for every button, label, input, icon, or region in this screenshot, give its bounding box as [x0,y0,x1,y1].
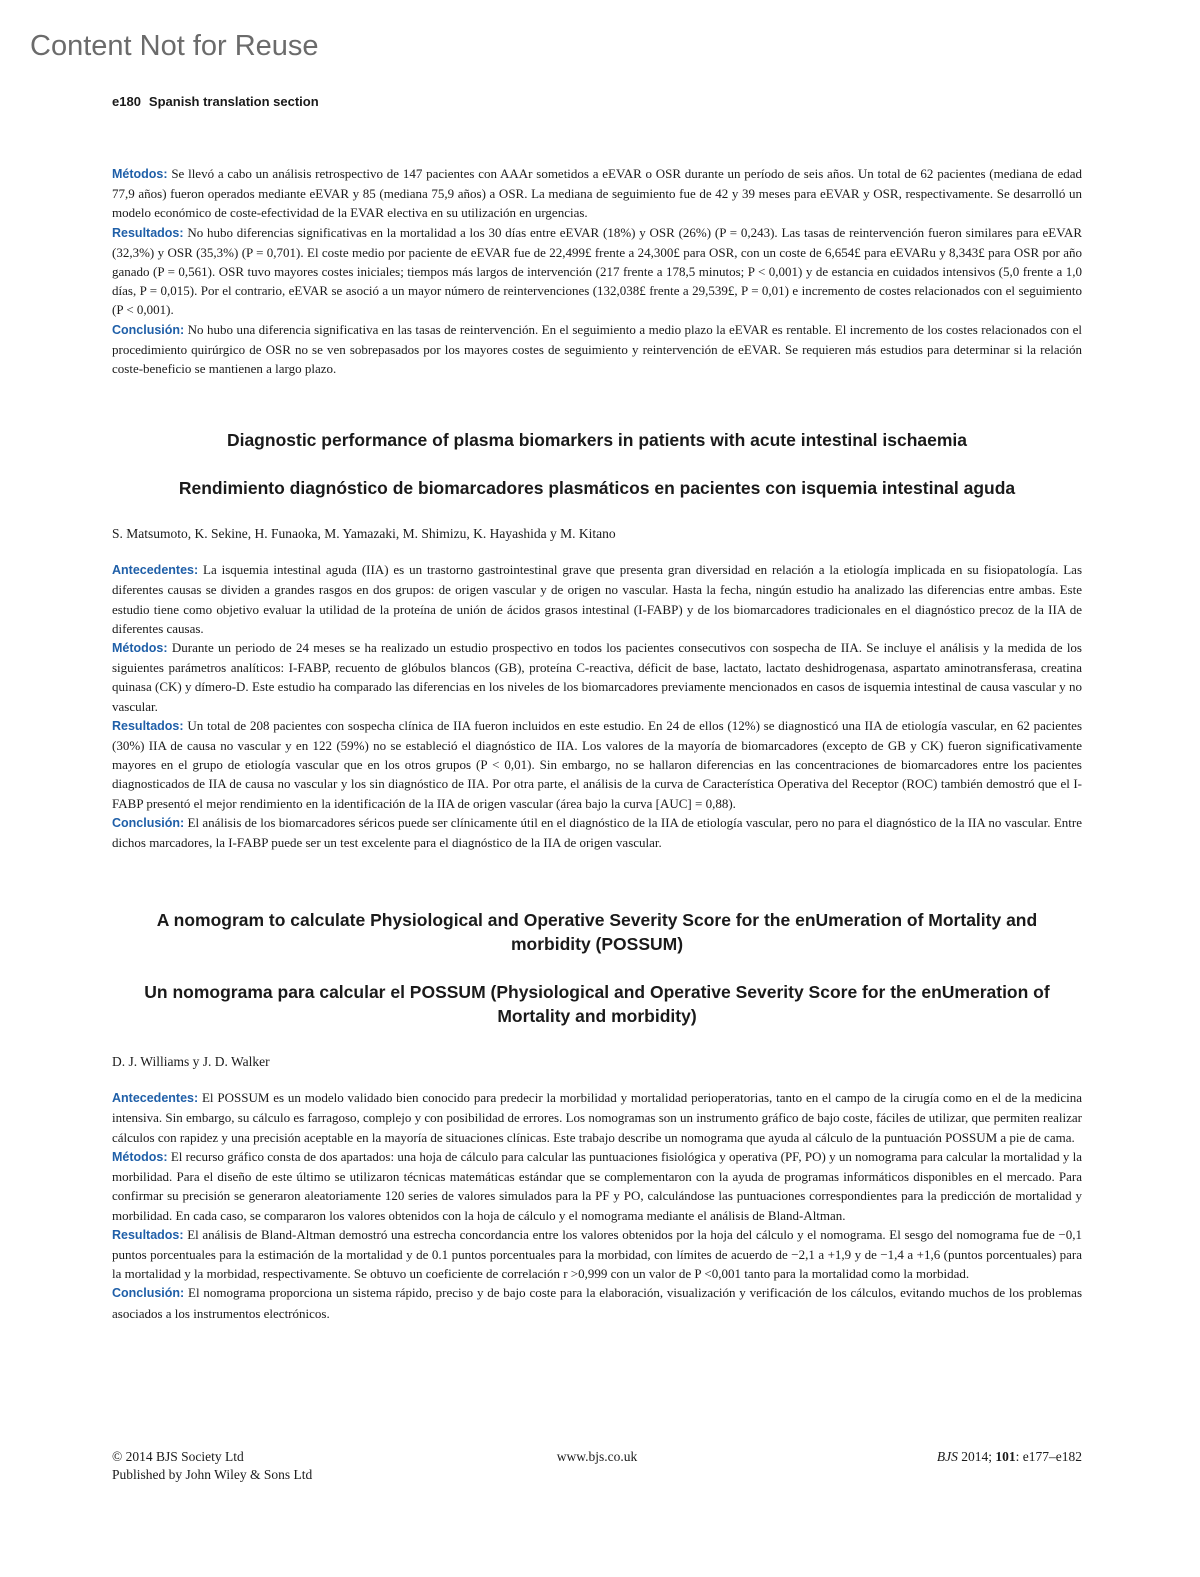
article-2 [112,908,1082,1322]
section-label: Métodos: [112,167,168,181]
article-authors: D. J. Williams y J. D. Walker [112,1054,270,1070]
section-text: El POSSUM es un modelo validado bien conocido para predecir la morbilidad y mortalidad perioperatorias, tanto en el campo de la cirugía como en el de la medicina intensiva. Sin embargo, su cálculo es farragoso, complejo y con posibilidad de errores. Los nomogramas son un instrumento gráfico de bajo coste, fáciles de utilizar, que permiten realizar cálculos con rapidez y una precisión aceptable en la mayoría de situaciones clínicas. Este trabajo describe un nomograma que ayuda al cálculo de la puntuación POSSUM a pie de cama. [112,1090,1083,1145]
journal-year: 2014; [961,1449,992,1464]
journal-pages: : e177–e182 [1015,1449,1082,1464]
journal-name: BJS [936,1449,958,1464]
abstract-paragraph [112,1283,1082,1322]
page-number: e180 [112,94,141,109]
section-text: Durante un periodo de 24 meses se ha realizado un estudio prospectivo en todos los pacientes consecutivos con sospecha de IIA. Se incluye el análisis y la medida de los siguientes parámetros analíticos: I-FABP, recuento de glóbulos blancos (GB), proteína C-reactiva, déficit de base, lactato, lactato deshidrogenasa, aspartato aminotransferasa, creatina quinasa (CK) y dímero-D. Este estudio ha comparado las diferencias en los niveles de los biomarcadores previamente mencionados en casos de isquemia intestinal de causa vascular y no vascular. [112,640,1082,714]
section-label: Conclusión: [112,1286,185,1301]
section-label: Métodos: [112,641,168,656]
section-text: El análisis de los biomarcadores séricos puede ser clínicamente útil en el diagnóstico de la IIA de etiología vascular, pero no para el diagnóstico de la IIA no vascular. Entre dichos marcadores, la I-FABP puede ser un test excelente para el diagnóstico de la IIA de origen vascular. [112,814,1082,851]
abstract-paragraph [112,813,1082,852]
article-authors: S. Matsumoto, K. Sekine, H. Funaoka, M. Yamazaki, M. Shimizu, K. Hayashida y M. Kitano [112,526,616,542]
section-text: Un total de 208 pacientes con sospecha clínica de IIA fueron incluidos en este estudio. En 24 de ellos (12%) se diagnosticó una IIA de etiología vascular, en 62 pacientes (30%) IIA de causa no vascular y en 122 (59%) no se estableció el diagnóstico de IIA. Los valores de la mayoría de biomarcadores (excepto de GB y CK) fueron significativamente mayores en el grupo de etiología vascular que en los otros grupos (P < 0,01). Sin embargo, no se hallaron diferencias en las concentraciones de biomarcadores entre los pacientes diagnosticados de IIA de causa no vascular y los sin diagnóstico de IIA. Por otra parte, el análisis de la curva de Característica Operativa del Receptor (ROC) también demostró que el I-FABP presentó el mejor rendimiento en la identificación de la IIA de origen vascular (área bajo la curva [AUC] = 0,88). [112,717,1083,811]
abstract-paragraph [112,223,1082,320]
running-head [112,94,319,109]
abstract-paragraph [112,716,1082,813]
section-label: Antecedentes: [112,563,199,578]
journal-citation [937,1448,1082,1466]
section-name: Spanish translation section [148,94,319,109]
watermark: Content Not for Reuse [30,30,319,62]
journal-volume: 101 [995,1449,1016,1464]
abstract-paragraph [112,1225,1082,1284]
article-title-spanish: Rendimiento diagnóstico de biomarcadores plasmáticos en pacientes con isquemia intestinal aguda [178,478,1016,499]
article-1 [112,428,1082,852]
publisher: Published by John Wiley & Sons Ltd [112,1467,313,1482]
article-title-english: A nomogram to calculate Physiological and Operative Severity Score for the enUmeration of Mortality and morbidity (POSSUM) [156,910,1038,955]
abstract-paragraph [112,1147,1082,1225]
abstract-paragraph [112,320,1082,379]
section-text: El recurso gráfico consta de dos apartados: una hoja de cálculo para calcular las puntuaciones fisiológica y operativa (PF, PO) y un nomograma para calcular la mortalidad y la morbilidad. Para el diseño de este último se utilizaron técnicas matemáticas estándar que se complementaron con la ayuda de programas informáticos disponibles en el mercado. Para confirmar su precisión se generaron aleatoriamente 120 series de valores simulados para la PF y PO, calculándose las puntuaciones correspondientes para la predicción de mortalidad y morbilidad. En cada caso, se compararon los valores obtenidos con la hoja de cálculo y el nomograma mediante el análisis de Bland-Altman. [112,1148,1082,1223]
section-label: Resultados: [112,225,184,240]
section-label: Resultados: [112,1227,184,1242]
abstract-paragraph [112,638,1082,716]
section-text: No hubo diferencias significativas en la mortalidad a los 30 días entre eEVAR (18%) y OSR (26%) (P = 0,243). Las tasas de reintervención fueron similares para eEVAR (32,3%) y OSR (35,3%) (P = 0,701). El coste medio por paciente de eEVAR fue de 22,499£ frente a 24,300£ para OSR, con un coste de 6,654£ para eEVARu y 8,343£ para OSR por año ganado (P = 0,561). OSR tuvo mayores costes iniciales; tiempos más largos de intervención (217 frente a 178,5 minutos; P < 0,001) y de estancia en cuidados intensivos (5,0 frente a 1,0 días, P = 0,015). Por el contrario, eEVAR se asoció a un mayor número de reintervenciones (132,038£ frente a 29,539£, P = 0,01) e incremento de costes relacionados con el seguimiento (P < 0,001). [112,224,1082,318]
section-text: No hubo una diferencia significativa en las tasas de reintervención. En el seguimiento a medio plazo la eEVAR es rentable. El incremento de los costes relacionados con el procedimiento quirúrgico de OSR no se ven sobrepasados por los mayores costes de seguimiento y reintervención de eEVAR. Se requieren más estudios para determinar si la relación coste-beneficio se mantienen a largo plazo. [112,321,1083,377]
section-label: Resultados: [112,718,184,733]
abstract-paragraph [112,560,1082,638]
abstract-paragraph [112,164,1082,223]
page-content [112,164,1082,1323]
article-abstract [112,560,1082,852]
journal-website[interactable]: www.bjs.co.uk [556,1449,638,1464]
section-text: El análisis de Bland-Altman demostró una estrecha concordancia entre los valores obtenidos por la hoja del cálculo y el nomograma. El sesgo del nomograma fue de −0,1 puntos porcentuales para la estimación de la mortalidad y de 0.1 puntos porcentuales para la morbidad, con límites de acuerdo de −2,1 a +1,9 y de −1,4 a +1,6 (puntos porcentuales) para la mortalidad y la morbidad, respectivamente. Se obtuvo un coeficiente de correlación r >0,999 con un valor de P <0,001 tanto para la mortalidad como la morbidad. [112,1226,1083,1282]
section-label: Antecedentes: [112,1091,199,1106]
section-text: El nomograma proporciona un sistema rápido, preciso y de bajo coste para la elaboración, visualización y verificación de los cálculos, evitando muchos de los problemas asociados a los instrumentos electrónicos. [112,1285,1082,1321]
copyright: © 2014 BJS Society Ltd [112,1449,244,1464]
intro-abstract [112,164,1082,378]
section-text: Se llevó a cabo un análisis retrospectivo de 147 pacientes con AAAr sometidos a eEVAR o OSR durante un período de seis años. Un total de 62 pacientes (mediana de edad 77,9 años) fueron operados mediante eEVAR y 85 (mediana 75,9 años) a OSR. La mediana de seguimiento fue de 42 y 39 meses para eEVAR y OSR, respectivamente. Se desarrolló un modelo económico de coste-efectividad de la EVAR electiva en su utilización en urgencias. [112,166,1082,221]
section-text: La isquemia intestinal aguda (IIA) es un trastorno gastrointestinal grave que presenta gran diversidad en relación a la etiología implicada en su fisiopatología. Las diferentes causas se dividen a grandes rasgos en dos grupos: de origen vascular y de origen no vascular. Hasta la fecha, ningún estudio ha analizado las diferencias entre ambas. Este estudio tiene como objetivo evaluar la utilidad de la proteína de unión de ácidos grasos intestinal (I-FABP) y de los biomarcadores tradicionales en el diagnóstico precoz de la IIA de diferentes causas. [112,562,1082,636]
article-abstract [112,1088,1082,1322]
section-label: Conclusión: [112,815,185,830]
section-label: Conclusión: [112,322,185,337]
article-title-spanish: Un nomograma para calcular el POSSUM (Physiological and Operative Severity Score for the enUmeration of Mortality and morbidity) [144,982,1050,1027]
abstract-paragraph [112,1088,1082,1147]
article-title-english: Diagnostic performance of plasma biomarkers in patients with acute intestinal ischaemia [226,430,968,451]
section-label: Métodos: [112,1149,168,1164]
